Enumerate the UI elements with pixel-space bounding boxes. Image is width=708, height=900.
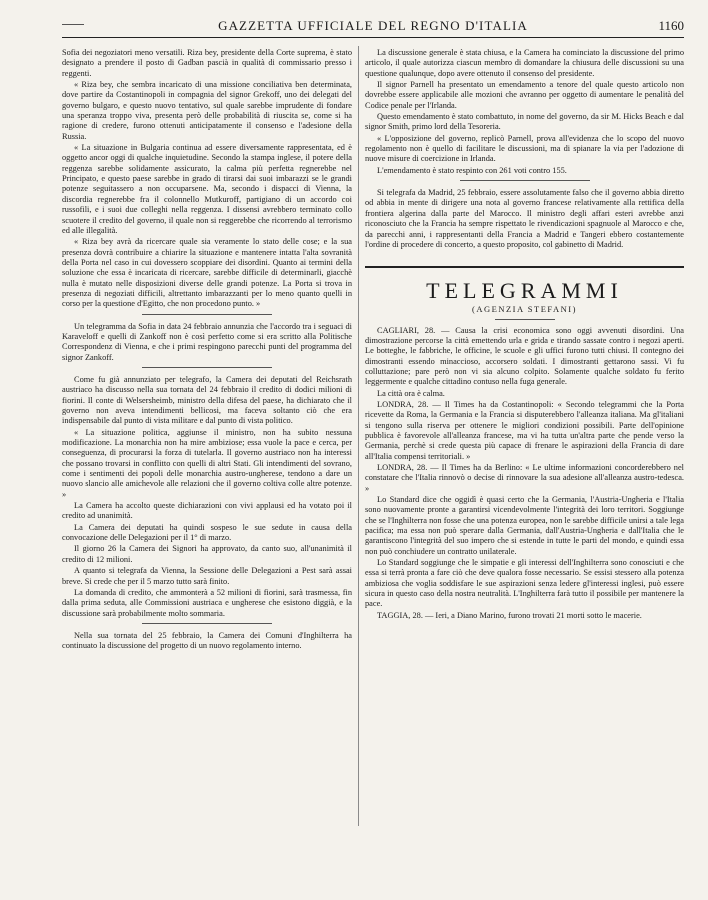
paragraph: Il giorno 26 la Camera dei Signori ha approvato, da canto suo, all'unanimità il credito di 12 milioni.: [62, 544, 352, 564]
separator: [495, 319, 555, 320]
separator: [142, 623, 272, 624]
section-subtitle: (AGENZIA STEFANI): [472, 304, 577, 315]
separator: [142, 367, 272, 368]
paragraph: « Riza bey, che sembra incaricato di una missione conciliativa ben determinata, dove partire da Costantinopoli in compagnia del signor Grekoff, uno dei delegati del governo bulgaro, e questo nuovo tentativo, sul quale sarebbe imprudente di fondare una speranza troppo viva, presenta però delle probabilità di riuscita se, come si ha ragione di credere, furono ottenuti anticipatamente il consenso e l'adesione della Russia.: [62, 80, 352, 141]
paragraph: La Camera ha accolto queste dichiarazioni con vivi applausi ed ha votato poi il credito ad unanimità.: [62, 501, 352, 521]
separator: [460, 180, 590, 181]
paragraph: La Camera dei deputati ha quindi sospeso le sue sedute in causa della convocazione delle Delegazioni per il 1° di marzo.: [62, 522, 352, 543]
paragraph: Nella sua tornata del 25 febbraio, la Camera dei Comuni d'Inghilterra ha continuato la discussione del progetto di un nuovo regolamento interno.: [62, 630, 352, 651]
telegram-paragraph: TAGGIA, 28. — Ieri, a Diano Marino, furono trovati 21 morti sotto le macerie.: [377, 610, 642, 620]
telegram-paragraph: Lo Standard dice che oggidì è quasi certo che la Germania, l'Austria-Ungheria e l'Italia sono nuovamente pronte a garantirsi vicendevolmente l'integrità dei loro territori. Soggiunge che se l'Inghilterra non fosse che una potenza europea, non le sarebbe difficile unirsi a tale lega pacifica; ma essa non può sperare dalla Germania, dall'Austria-Ungheria e dall'Italia che le garantiscono l'integrità del suo impero che si estende in tutte le parti del mondo, e quindi essa non può conchiudere un contratto unilaterale.: [365, 495, 684, 556]
paragraph: « L'opposizione del governo, replicò Parnell, prova all'evidenza che lo scopo del nuovo regolamento non è quello di facilitare le discussioni, ma di spianare la via per l'adozione di nuove misure di coercizione in Irlanda.: [365, 133, 684, 164]
paragraph: Questo emendamento è stato combattuto, in nome del governo, da sir M. Hicks Beach e dal signor Smith, primo lord della Tesoreria.: [365, 112, 684, 132]
paragraph: Un telegramma da Sofia in data 24 febbraio annunzia che l'accordo tra i seguaci di Karaveloff e quelli di Zankoff non è così perfetto come si era scritto alla Politische Correspondenz di Vienna, e che i primi respingono parecchi punti del programma del signor Zankoff.: [62, 321, 352, 362]
telegram-paragraph: La città ora è calma.: [377, 388, 445, 398]
paragraph: L'emendamento è stato respinto con 261 voti contro 155.: [377, 165, 567, 175]
left-column: [62, 48, 352, 653]
page-number: 1160: [658, 18, 684, 33]
paragraph: Il signor Parnell ha presentato un emendamento a tenore del quale questo articolo non dovrebbe essere applicabile alle mozioni che avranno per oggetto di aumentare le penalità del Codice penale per l'Irlanda.: [365, 80, 684, 110]
paragraph: A quanto si telegrafa da Vienna, la Sessione delle Delegazioni a Pest sarà assai breve. Si crede che per il 5 marzo tutto sarà finito.: [62, 566, 352, 586]
gazette-title: GAZZETTA UFFICIALE DEL REGNO D'ITALIA: [218, 18, 528, 33]
separator: [142, 314, 272, 315]
paragraph: Come fu già annunziato per telegrafo, la Camera dei deputati del Reichsrath austriaco ha discusso nella sua tornata del 24 febbraio il credito di dodici milioni di fiorini. Il conte di Welsersheimb, ministro della difesa del paese, ha dichiarato che il governo non aveva intendimenti bellicosi, ma faceva soltanto ciò che era indispensabile dal punto di vista militare e dal punto di vista politico.: [62, 374, 352, 426]
section-rule: [365, 266, 684, 268]
page-header: [62, 16, 684, 38]
telegram-paragraph: LONDRA, 28. — Il Times ha da Costantinopoli: « Secondo telegrammi che la Porta ricevette da Roma, la Germania e la Francia si disputerebbero l'alleanza italiana. Ma gl'italiani si tengono sulla riserva per ottenere le migliori condizioni possibili. Parte dell'opinione pubblica è favorevole all'alleanza francese, ma vi ha tutta un'altra parte che pende verso la Germania, perchè si crede questa più capace di frenare le aspirazioni della Francia di dare all'Italia compensi territoriali. »: [365, 399, 684, 461]
paragraph: La discussione generale è stata chiusa, e la Camera ha cominciato la discussione del primo articolo, il quale autorizza ciascun membro di domandare la chiusura delle discussioni su una questione qualunque, dopo avere ottenuto il consenso del presidente.: [365, 48, 684, 78]
paragraph: « La situazione in Bulgaria continua ad essere diversamente rappresentata, ed è oggetto ancor oggi di qualche inquietudine. Secondo la stampa inglese, il potere della reggenza sarebbe solidamente assicurato, la calma più perfetta regnerebbe nel Principato, e questo paese sarebbe in grado di tirarsi dai suoi imbarazzi se le grandi potenze seguitassero a non occuparsene. Ma, secondo i dispacci di Vienna, la discordia regnerebbe fra il colonnello Mutkuroff, partigiano di un accordo coi russofili, e i suoi due colleghi nella reggenza. I dissensi avrebbero terminato collo scuotere il credito del governo, il quale non si reggerebbe che ricorrendo al terrorismo ed alle illegalità.: [62, 143, 352, 235]
telegram-paragraph: LONDRA, 28. — Il Times ha da Berlino: « Le ultime informazioni concorderebbero nel constatare che l'Italia rinnovò o decise di rinnovare la sua adesione all'alleanza austro-tedesca. »: [365, 463, 684, 493]
column-divider: [358, 46, 359, 826]
paragraph: Sofia dei negoziatori meno versatili. Riza bey, presidente della Corte suprema, è stato designato a prendere il posto di Gadban pascià in qualità di commissario presso i reggenti.: [62, 48, 352, 78]
section-title: TELEGRAMMI: [426, 278, 623, 304]
paragraph: « Riza bey avrà da ricercare quale sia veramente lo stato delle cose; e la sua presenza dovrà contribuire a chiarire la situazione e mantenere intatta l'alta sovranità della Porta nel caso in cui dovessero scoppiare dei disordini. Quanto ai termini della soluzione che essa è incaricata di ricercare, sarebbe difficile di determinarli, giacchè nulla è mutato nelle disposizioni diverse delle grandi potenze. La Porta si trova in presenza di negoziati difficili, altrettanto imbarazzanti per lo meno quanto quelli in corso per la questione d'Egitto, che non procedono punto. »: [62, 237, 352, 309]
right-column: [365, 48, 684, 622]
paragraph: Si telegrafa da Madrid, 25 febbraio, essere assolutamente falso che il governo abbia diretto od abbia in mente di dirigere una nota al governo francese relativamente alla rettifica della frontiera algerina dalla parte del Marocco. Il ministro degli affari esteri avrebbe anzi riconosciuto che la Francia ha sempre rispettato le rivendicazioni spagnuole al Marocco e che, da parecchi anni, i rappresentanti della Francia a Madrid e Tangeri ebbero costantemente l'ordine di procedere di concerto, a questo proposito, col gabinetto di Madrid.: [365, 188, 684, 249]
telegram-paragraph: CAGLIARI, 28. — Causa la crisi economica sono oggi avvenuti disordini. Una dimostrazione percorse la città emettendo urla e grida e tirando sassate contro i negozi aperti. Le botteghe, le fabbriche, le officine, le scuole e gli uffici furono tutti chiusi. Il contegno dei dimostranti essendo minaccioso, accorsero soldati. I dimostranti gettarono sassi. Vi fu colluttazione; pare però non vi sia alcuno colpito. Solamente qualche soldato fu ferito leggermente e qualche cittadino contuso nella fuga generale.: [365, 325, 684, 387]
telegram-paragraph: Lo Standard soggiunge che le simpatie e gli interessi dell'Inghilterra sono conosciuti e che essa si terrà pronta a fare ciò che deve qualora fosse necessario. Se essisi stessero alla potenza ambiziosa che voglia soddisfare le sue aspirazioni senza ledere gl'interessi inglesi, può essere sicura in questo caso della nostra neutralità. L'Inghilterra farà tutto il possibile per mantenere la pace.: [365, 558, 684, 609]
paragraph: « La situazione politica, aggiunse il ministro, non ha subito nessuna modificazione. La monarchia non ha mire ambiziose; essa vuole la pace e cerca, per conseguenza, di procurarsi la forza di tutelarla. Il governo austriaco non ha interessi che possano trovarsi in conflitto con quelli di altri Stati. Gli intendimenti del sovrano, come i sentimenti dei popoli delle monarchia austro-ungherese, tendono a dare un nuovo slancio alle amichevole alle relazioni che il governo coltiva colle altre potenze. »: [62, 427, 352, 499]
paragraph: La domanda di credito, che ammonterà a 52 milioni di fiorini, sarà trasmessa, fin dalla prima seduta, alle Commissioni austriaca e ungherese che esistono diggià, e la discussione sarà probabilmente molto sommaria.: [62, 587, 352, 618]
